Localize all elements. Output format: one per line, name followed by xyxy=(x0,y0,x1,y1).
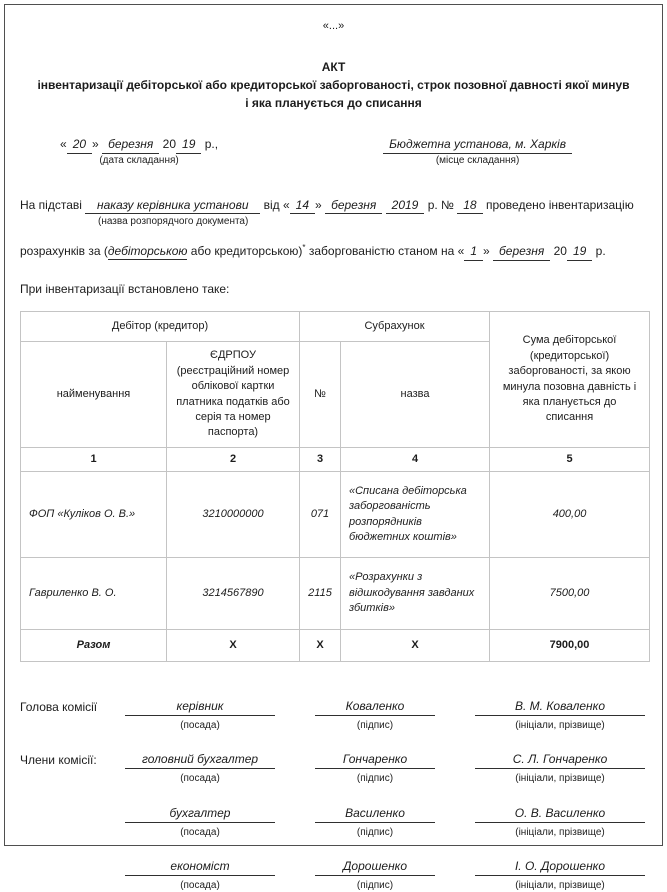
basis-month: березня xyxy=(325,199,382,215)
inventory-table xyxy=(20,311,650,661)
signature-row xyxy=(20,805,647,839)
position-field xyxy=(125,698,275,732)
date-day: 20 xyxy=(67,138,92,154)
title-line-3: і яка планується до списання xyxy=(245,95,422,110)
signature-role-label: Члени комісії: xyxy=(20,753,97,768)
signature-caption: (підпис) xyxy=(356,720,394,732)
position-value: бухгалтер xyxy=(125,805,275,823)
signature-role-label xyxy=(20,858,125,859)
subaccount-title-cell: «Розрахунки з відшкодування завданих збитків» xyxy=(341,558,490,629)
fullname-caption: (ініціали, прізвище) xyxy=(515,826,605,838)
position-caption: (посада) xyxy=(180,773,220,785)
total-sum: 7900,00 xyxy=(490,629,650,661)
title-line-2: інвентаризації дебіторської або кредиторської заборгованості, строк позовної давності якої минув xyxy=(37,77,630,92)
table-row xyxy=(21,558,650,629)
position-field xyxy=(125,751,275,785)
act-title xyxy=(20,58,647,112)
edrpou-cell: 3214567890 xyxy=(167,558,300,629)
signature-caption: (підпис) xyxy=(356,826,394,838)
basis-number: 18 xyxy=(457,199,482,215)
position-caption: (посада) xyxy=(180,826,220,838)
debtor-name-cell: Гавриленко В. О. xyxy=(21,558,167,629)
header-name: найменування xyxy=(21,342,167,447)
position-value: керівник xyxy=(125,698,275,716)
basis-document-caption: (назва розпорядчого документа) xyxy=(98,216,249,228)
debt-type-mid: або кредиторською) xyxy=(187,244,303,259)
signature-value: Гончаренко xyxy=(315,751,435,769)
status-year: 19 xyxy=(567,245,592,261)
header-sum: Сума дебіторської (кредиторської) заборгованості, за якою минула позовна давність і яка планується до списання xyxy=(490,312,650,447)
header-subaccount-group: Субрахунок xyxy=(300,312,490,342)
date-line xyxy=(60,136,218,154)
signature-field xyxy=(315,698,435,732)
header-debtor-group: Дебітор (кредитор) xyxy=(21,312,300,342)
place-caption: (місце складання) xyxy=(435,154,520,166)
total-x1: Х xyxy=(167,629,300,661)
status-month: березня xyxy=(493,245,550,261)
date-month: березня xyxy=(102,138,159,154)
sum-cell: 400,00 xyxy=(490,471,650,558)
date-year: 19 xyxy=(176,138,201,154)
col-number-3: 3 xyxy=(300,447,341,471)
basis-year: 2019 xyxy=(386,199,425,215)
signature-value: Коваленко xyxy=(315,698,435,716)
fullname-caption: (ініціали, прізвище) xyxy=(515,773,605,785)
position-value: головний бухгалтер xyxy=(125,751,275,769)
signature-field xyxy=(315,805,435,839)
subaccount-num-cell: 071 xyxy=(300,471,341,558)
date-close-quote: » xyxy=(92,136,99,151)
debt-type-prefix: розрахунків за ( xyxy=(20,244,108,259)
signature-role-label xyxy=(20,805,125,806)
column-numbers-row xyxy=(21,447,650,471)
statement-line: При інвентаризації встановлено таке: xyxy=(20,282,230,297)
fullname-caption: (ініціали, прізвище) xyxy=(515,880,605,892)
basis-paragraph xyxy=(20,197,647,215)
signature-role-label: Голова комісії xyxy=(20,699,98,714)
status-suffix: р. xyxy=(595,244,606,259)
total-x3: Х xyxy=(341,629,490,661)
signature-value: Василенко xyxy=(315,805,435,823)
date-block xyxy=(60,136,218,167)
date-century: 20 xyxy=(162,136,177,151)
debt-type-mid2: заборгованістю станом на « xyxy=(305,244,465,259)
header-edrpou: ЄДРПОУ (реєстраційний номер облікової картки платника податків або серія та номер паспорта) xyxy=(167,342,300,447)
fullname-value: І. О. Дорошенко xyxy=(475,858,645,876)
signature-field xyxy=(315,858,435,892)
fullname-value: В. М. Коваленко xyxy=(475,698,645,716)
table-row xyxy=(21,471,650,558)
total-row xyxy=(21,629,650,661)
position-value: економіст xyxy=(125,858,275,876)
top-mark: «...» xyxy=(322,20,345,32)
col-number-1: 1 xyxy=(21,447,167,471)
col-number-2: 2 xyxy=(167,447,300,471)
signatures-section xyxy=(20,698,647,892)
basis-seg1: від « xyxy=(263,197,290,212)
fullname-field xyxy=(475,805,645,839)
fullname-field xyxy=(475,698,645,732)
date-suffix: р., xyxy=(204,136,219,151)
col-number-4: 4 xyxy=(341,447,490,471)
table-header-group-row xyxy=(21,312,650,342)
signature-row xyxy=(20,858,647,892)
signature-row xyxy=(20,698,647,732)
position-field xyxy=(125,805,275,839)
fullname-caption: (ініціали, прізвище) xyxy=(515,720,605,732)
debt-type-line xyxy=(20,243,647,261)
basis-prefix: На підставі xyxy=(20,197,82,212)
basis-seg2: » xyxy=(315,197,322,212)
date-place-row xyxy=(20,136,647,167)
debt-type-selected: дебіторською xyxy=(107,244,188,259)
total-x2: Х xyxy=(300,629,341,661)
basis-seg3: р. № xyxy=(427,197,454,212)
subaccount-title-cell: «Списана дебіторська заборгованість розпорядників бюджетних коштів» xyxy=(341,471,490,558)
status-day: 1 xyxy=(464,245,483,261)
header-num: № xyxy=(300,342,341,447)
title-line-1: АКТ xyxy=(321,59,346,74)
fullname-field xyxy=(475,858,645,892)
position-caption: (посада) xyxy=(180,720,220,732)
status-century: 20 xyxy=(553,244,567,259)
position-caption: (посада) xyxy=(180,880,220,892)
edrpou-cell: 3210000000 xyxy=(167,471,300,558)
signature-field xyxy=(315,751,435,785)
total-label: Разом xyxy=(21,629,167,661)
date-open-quote: « xyxy=(60,136,67,151)
footnote-mark: * xyxy=(302,243,306,253)
signature-row xyxy=(20,751,647,785)
place-line xyxy=(383,136,572,154)
position-field xyxy=(125,858,275,892)
header-title: назва xyxy=(341,342,490,447)
date-caption: (дата складання) xyxy=(99,154,179,166)
status-seg: » xyxy=(483,244,490,259)
place-value: Бюджетна установа, м. Харків xyxy=(383,138,572,154)
debtor-name-cell: ФОП «Куліков О. В.» xyxy=(21,471,167,558)
fullname-value: С. Л. Гончаренко xyxy=(475,751,645,769)
basis-suffix: проведено інвентаризацію xyxy=(485,197,634,212)
subaccount-num-cell: 2115 xyxy=(300,558,341,629)
col-number-5: 5 xyxy=(490,447,650,471)
signature-caption: (підпис) xyxy=(356,773,394,785)
place-block xyxy=(383,136,572,167)
sum-cell: 7500,00 xyxy=(490,558,650,629)
fullname-value: О. В. Василенко xyxy=(475,805,645,823)
document-page xyxy=(4,4,663,892)
signature-caption: (підпис) xyxy=(356,880,394,892)
fullname-field xyxy=(475,751,645,785)
signature-value: Дорошенко xyxy=(315,858,435,876)
basis-day: 14 xyxy=(290,199,315,215)
basis-document-fill: наказу керівника установи xyxy=(85,199,260,215)
